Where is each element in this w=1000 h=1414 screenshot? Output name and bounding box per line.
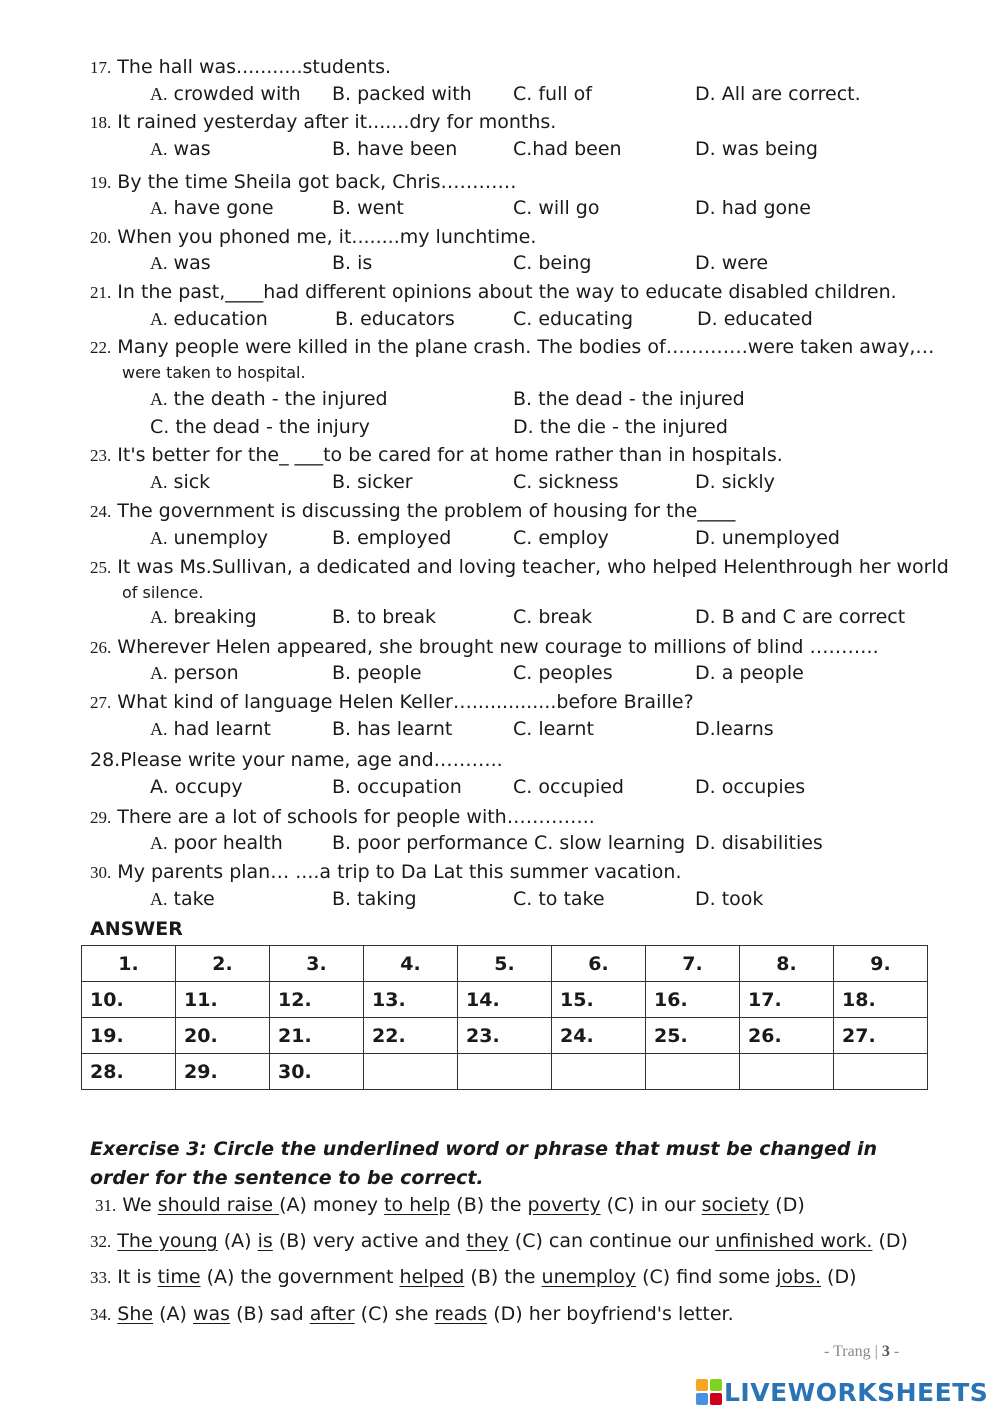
option-a[interactable] — [150, 660, 239, 686]
option-text: C. will go — [513, 197, 600, 219]
answer-cell[interactable]: 22. — [364, 1018, 458, 1054]
item-number: 32. — [90, 1232, 112, 1251]
answer-blank[interactable]: … .... — [270, 861, 320, 883]
option-d[interactable] — [695, 469, 775, 495]
question-text-end: to be cared for at home rather than in hospitals. — [323, 444, 783, 466]
option-text: B. occupation — [332, 776, 462, 798]
option-text: C. employ — [513, 527, 609, 549]
options-29 — [150, 830, 950, 856]
option-text: unemploy — [173, 527, 269, 549]
option-d[interactable] — [695, 525, 840, 551]
option-b[interactable] — [332, 136, 457, 162]
option-c[interactable] — [513, 774, 624, 800]
answer-row — [82, 1054, 928, 1090]
answer-cell[interactable]: 11. — [176, 982, 270, 1018]
option-text: D. unemployed — [695, 527, 840, 549]
option-a[interactable] — [150, 525, 268, 551]
question-text: Wherever Helen appeared, she brought new courage to millions of blind — [117, 636, 804, 658]
option-a[interactable] — [150, 250, 211, 276]
exercise3-item-32 — [90, 1228, 940, 1255]
underlined-phrase[interactable]: to help — [384, 1194, 451, 1216]
option-text: C.had been — [513, 138, 622, 160]
option-text: C. sickness — [513, 471, 619, 493]
question-text: My parents plan — [117, 861, 271, 883]
answer-cell[interactable]: 10. — [82, 982, 176, 1018]
option-d[interactable] — [697, 306, 813, 332]
question-text: There are a lot of schools for people with — [117, 806, 507, 828]
options-18 — [150, 136, 950, 162]
options-27 — [150, 716, 950, 742]
logo-square — [696, 1379, 708, 1391]
option-b[interactable] — [332, 774, 462, 800]
answer-cell[interactable]: 5. — [458, 946, 552, 982]
answer-cell[interactable]: 13. — [364, 982, 458, 1018]
option-d[interactable] — [695, 774, 805, 800]
question-number: 30. — [90, 863, 112, 882]
option-b[interactable] — [332, 604, 436, 630]
brand-logo-icon — [696, 1379, 722, 1405]
exercise3-title: Exercise 3: Circle the underlined word or phrase that must be changed in order for the sentence to be correct. — [90, 1138, 878, 1189]
item-number: 31. — [95, 1196, 117, 1215]
answer-cell[interactable]: 20. — [176, 1018, 270, 1054]
answer-blank[interactable]: ........... — [236, 56, 303, 78]
option-letter: A. — [150, 139, 168, 159]
option-c[interactable] — [534, 830, 685, 856]
answer-cell[interactable] — [364, 1054, 458, 1090]
question-number: 21. — [90, 283, 112, 302]
answer-cell[interactable] — [740, 1054, 834, 1090]
options-24 — [150, 525, 950, 551]
option-letter: A. — [150, 472, 168, 492]
options-21 — [150, 306, 950, 332]
question-number: 22. — [90, 338, 112, 357]
option-text: B. poor performance — [332, 832, 528, 854]
options-22 — [150, 386, 950, 412]
underlined-phrase[interactable]: helped — [399, 1266, 465, 1288]
answer-blank[interactable]: _ ___ — [279, 444, 324, 466]
option-text: take — [173, 888, 215, 910]
liveworksheets-brand — [696, 1375, 988, 1409]
sentence-text: (D) her boyfriend's letter. — [487, 1303, 734, 1325]
option-a[interactable] — [150, 81, 301, 107]
sentence-text: (A) the government — [200, 1266, 400, 1288]
option-text: breaking — [173, 606, 257, 628]
sentence-text: (B) the — [450, 1194, 528, 1216]
answer-blank[interactable]: ____ — [697, 500, 736, 522]
option-text: C. the dead - the injury — [150, 416, 370, 438]
question-text-end: through her world — [778, 556, 949, 578]
option-b[interactable] — [513, 386, 745, 412]
underlined-phrase[interactable]: is — [257, 1230, 273, 1252]
options-19 — [150, 195, 950, 221]
question-text: Many people were killed in the plane crash. The bodies of — [117, 336, 666, 358]
sentence-text: It is — [117, 1266, 158, 1288]
option-text: B. to break — [332, 606, 437, 628]
option-text: D. occupies — [695, 776, 806, 798]
question-text: The hall was — [117, 56, 237, 78]
underlined-phrase[interactable]: reads — [434, 1303, 488, 1325]
answer-cell[interactable]: 3. — [270, 946, 364, 982]
answer-cell[interactable]: 9. — [834, 946, 928, 982]
answer-cell[interactable]: 4. — [364, 946, 458, 982]
option-letter: A. — [150, 719, 168, 739]
option-c[interactable] — [150, 414, 370, 440]
option-text: D. B and C are correct — [695, 606, 906, 628]
question-number: 19. — [90, 173, 112, 192]
option-a[interactable] — [150, 774, 243, 800]
question-number: 25. — [90, 558, 112, 577]
question-25 — [90, 555, 949, 605]
answer-row — [82, 1018, 928, 1054]
sentence-text: (B) the — [464, 1266, 542, 1288]
logo-square — [710, 1379, 722, 1391]
option-d[interactable] — [695, 136, 818, 162]
answer-cell[interactable] — [552, 1054, 646, 1090]
question-text-end: students. — [302, 56, 392, 78]
option-c[interactable] — [513, 136, 622, 162]
question-text-end: dry for months. — [409, 111, 557, 133]
question-18 — [90, 110, 930, 135]
underlined-phrase[interactable]: after — [309, 1303, 355, 1325]
option-d[interactable] — [695, 716, 774, 742]
sentence-text: (B) very active and — [272, 1230, 467, 1252]
option-text: D. disabilities — [695, 832, 823, 854]
answer-blank[interactable]: ……….. — [433, 749, 503, 771]
question-number: 28. — [90, 749, 121, 771]
option-text: B. is — [332, 252, 373, 274]
option-letter: A. — [150, 833, 168, 853]
answer-row — [82, 946, 928, 982]
options-22 — [150, 414, 950, 440]
sentence-text: We — [122, 1194, 158, 1216]
option-letter: A. — [150, 198, 168, 218]
logo-square — [710, 1393, 722, 1405]
option-d[interactable] — [695, 195, 811, 221]
answer-blank[interactable]: ………….. — [506, 806, 595, 828]
option-text: D.learns — [695, 718, 774, 740]
question-text-end: before Braille? — [556, 691, 694, 713]
option-b[interactable] — [332, 250, 372, 276]
answer-table — [81, 945, 928, 1090]
option-text: had learnt — [173, 718, 271, 740]
exercise3-item-31 — [95, 1192, 945, 1219]
question-number: 29. — [90, 808, 112, 827]
answer-cell[interactable]: 26. — [740, 1018, 834, 1054]
answer-cell[interactable]: 18. — [834, 982, 928, 1018]
underlined-phrase[interactable]: jobs. — [776, 1266, 821, 1288]
option-letter: A. — [150, 528, 168, 548]
question-text-end: were taken away,… — [747, 336, 935, 358]
underlined-phrase[interactable]: they — [466, 1230, 509, 1252]
option-text: C. peoples — [513, 662, 613, 684]
option-text: B. employed — [332, 527, 452, 549]
option-a[interactable] — [150, 306, 268, 332]
option-letter: A. — [150, 889, 168, 909]
option-text: crowded with — [173, 83, 301, 105]
answer-blank[interactable]: ….............. — [452, 691, 557, 713]
option-text: B. packed with — [332, 83, 472, 105]
option-text: C. learnt — [513, 718, 594, 740]
sentence-text: (D) — [872, 1230, 908, 1252]
answer-cell[interactable]: 30. — [270, 1054, 364, 1090]
option-text: education — [173, 308, 268, 330]
answer-cell[interactable]: 24. — [552, 1018, 646, 1054]
logo-square — [696, 1393, 708, 1405]
option-a[interactable] — [150, 136, 211, 162]
option-text: D. were — [695, 252, 769, 274]
question-text: Please write your name, age and — [120, 749, 434, 771]
option-letter: A. — [150, 663, 168, 683]
answer-blank[interactable]: …………. — [665, 336, 748, 358]
option-a[interactable] — [150, 386, 388, 412]
options-30 — [150, 886, 950, 912]
item-number: 33. — [90, 1268, 112, 1287]
option-text: B. educators — [335, 308, 455, 330]
sentence-text: (C) can continue our — [508, 1230, 716, 1252]
question-text-line2: were taken to hospital. — [122, 363, 306, 382]
option-letter: A. — [150, 607, 168, 627]
sentence-text: (A) — [153, 1303, 193, 1325]
option-d[interactable] — [695, 604, 905, 630]
option-a[interactable] — [150, 604, 257, 630]
answer-heading: ANSWER — [90, 918, 183, 940]
option-c[interactable] — [513, 469, 619, 495]
sentence-text: (C) she — [354, 1303, 435, 1325]
sentence-text: (D) — [821, 1266, 857, 1288]
option-b[interactable] — [332, 660, 422, 686]
question-23 — [90, 443, 930, 468]
option-text: D. took — [695, 888, 764, 910]
option-text: D. educated — [697, 308, 813, 330]
question-text: It's better for the — [117, 444, 280, 466]
question-number: 27. — [90, 693, 112, 712]
answer-blank[interactable]: ____ — [225, 281, 264, 303]
options-28 — [150, 774, 950, 800]
options-26 — [150, 660, 950, 686]
answer-cell[interactable]: 8. — [740, 946, 834, 982]
answer-cell[interactable]: 1. — [82, 946, 176, 982]
option-text: A. occupy — [150, 776, 243, 798]
underlined-phrase[interactable]: was — [193, 1303, 231, 1325]
answer-row — [82, 982, 928, 1018]
question-text: In the past, — [117, 281, 226, 303]
option-letter: A. — [150, 84, 168, 104]
option-d[interactable] — [695, 250, 768, 276]
option-text: D. was being — [695, 138, 818, 160]
answer-cell[interactable]: 2. — [176, 946, 270, 982]
question-24 — [90, 499, 930, 524]
option-text: poor health — [173, 832, 283, 854]
answer-blank[interactable]: ………… — [440, 171, 517, 193]
question-27 — [90, 690, 930, 715]
option-c[interactable] — [513, 660, 613, 686]
option-text: D. the die - the injured — [513, 416, 728, 438]
answer-cell[interactable]: 15. — [552, 982, 646, 1018]
question-text: When you phoned me, it — [117, 226, 352, 248]
option-text: D. a people — [695, 662, 804, 684]
option-text: B. has learnt — [332, 718, 453, 740]
option-text: C. educating — [513, 308, 634, 330]
option-b[interactable] — [335, 306, 455, 332]
option-b[interactable] — [332, 716, 452, 742]
item-number: 34. — [90, 1305, 112, 1324]
sentence-text: (B) sad — [230, 1303, 310, 1325]
exercise3-item-34 — [90, 1301, 940, 1328]
question-21 — [90, 280, 930, 305]
question-text-end: my lunchtime. — [399, 226, 537, 248]
question-text-end: a trip to Da Lat this summer vacation. — [319, 861, 682, 883]
underlined-phrase[interactable]: She — [117, 1303, 154, 1325]
sentence-text: (D) — [769, 1194, 805, 1216]
answer-cell[interactable]: 19. — [82, 1018, 176, 1054]
sentence-text: (A) money — [279, 1194, 385, 1216]
question-text: It was Ms.Sullivan, a dedicated and loving teacher, who helped Helen — [117, 556, 779, 578]
question-text: By the time Sheila got back, Chris — [117, 171, 441, 193]
underlined-phrase[interactable]: The young — [117, 1230, 218, 1252]
question-number: 26. — [90, 638, 112, 657]
question-text: It rained yesterday after it — [117, 111, 368, 133]
underlined-phrase[interactable]: should raise — [157, 1194, 280, 1216]
option-text: was — [173, 252, 211, 274]
option-c[interactable] — [513, 886, 605, 912]
answer-cell[interactable]: 16. — [646, 982, 740, 1018]
option-text: B. people — [332, 662, 422, 684]
sentence-text: (A) — [217, 1230, 258, 1252]
option-b[interactable] — [332, 469, 413, 495]
question-number: 17. — [90, 58, 112, 77]
answer-cell[interactable] — [834, 1054, 928, 1090]
answer-cell[interactable]: 17. — [740, 982, 834, 1018]
question-29 — [90, 805, 930, 830]
underlined-phrase[interactable]: poverty — [527, 1194, 601, 1216]
answer-cell[interactable]: 28. — [82, 1054, 176, 1090]
question-20 — [90, 225, 930, 250]
option-text: B. sicker — [332, 471, 413, 493]
answer-cell[interactable] — [458, 1054, 552, 1090]
option-d[interactable] — [695, 886, 763, 912]
option-text: D. sickly — [695, 471, 775, 493]
option-c[interactable] — [513, 716, 594, 742]
option-text: B. went — [332, 197, 404, 219]
option-d[interactable] — [695, 660, 804, 686]
option-text: B. have been — [332, 138, 458, 160]
option-text: person — [173, 662, 239, 684]
question-number: 24. — [90, 502, 112, 521]
underlined-phrase[interactable]: society — [701, 1194, 770, 1216]
underlined-phrase[interactable]: unemploy — [541, 1266, 637, 1288]
sentence-text: (C) find some — [636, 1266, 777, 1288]
option-a[interactable] — [150, 830, 283, 856]
question-26 — [90, 635, 930, 660]
answer-blank[interactable]: ........ — [351, 226, 400, 248]
question-text: What kind of language Helen Keller — [117, 691, 453, 713]
option-d[interactable] — [695, 830, 823, 856]
answer-cell[interactable]: 7. — [646, 946, 740, 982]
option-c[interactable] — [513, 306, 633, 332]
question-22 — [90, 335, 935, 385]
question-28 — [90, 748, 930, 772]
question-text: The government is discussing the problem of housing for the — [117, 500, 698, 522]
question-30 — [90, 860, 930, 885]
answer-cell[interactable]: 6. — [552, 946, 646, 982]
option-text: D. had gone — [695, 197, 811, 219]
option-b[interactable] — [332, 195, 404, 221]
sentence-text: (C) in our — [600, 1194, 702, 1216]
options-17 — [150, 81, 950, 107]
exercise3-item-33 — [90, 1264, 940, 1291]
answer-cell[interactable]: 29. — [176, 1054, 270, 1090]
option-text: C. being — [513, 252, 592, 274]
option-b[interactable] — [332, 81, 472, 107]
option-d[interactable] — [513, 414, 728, 440]
answer-blank[interactable]: ……….. — [803, 636, 879, 658]
option-text: D. All are correct. — [695, 83, 861, 105]
option-b[interactable] — [332, 830, 528, 856]
option-text: B. the dead - the injured — [513, 388, 745, 410]
brand-name: LIVEWORKSHEETS — [724, 1377, 989, 1407]
option-text: the death - the injured — [173, 388, 388, 410]
option-text: C. slow learning — [534, 832, 686, 854]
option-c[interactable] — [513, 250, 591, 276]
option-letter: A. — [150, 389, 168, 409]
option-c[interactable] — [513, 195, 599, 221]
answer-cell[interactable]: 27. — [834, 1018, 928, 1054]
option-a[interactable] — [150, 195, 274, 221]
answer-cell[interactable]: 25. — [646, 1018, 740, 1054]
option-c[interactable] — [513, 525, 609, 551]
question-number: 20. — [90, 228, 112, 247]
question-text-line2: of silence. — [122, 583, 204, 602]
option-letter: A. — [150, 253, 168, 273]
option-letter: A. — [150, 309, 168, 329]
question-19 — [90, 170, 930, 195]
options-20 — [150, 250, 950, 276]
option-b[interactable] — [332, 886, 417, 912]
underlined-phrase[interactable]: time — [157, 1266, 201, 1288]
option-c[interactable] — [513, 81, 592, 107]
answer-cell[interactable] — [646, 1054, 740, 1090]
option-text: C. to take — [513, 888, 605, 910]
answer-cell[interactable]: 12. — [270, 982, 364, 1018]
option-text: was — [173, 138, 211, 160]
option-text: sick — [173, 471, 211, 493]
option-d[interactable] — [695, 81, 861, 107]
option-text: C. break — [513, 606, 593, 628]
answer-blank[interactable]: ....... — [367, 111, 410, 133]
option-a[interactable] — [150, 716, 271, 742]
underlined-phrase[interactable]: unfinished work. — [715, 1230, 873, 1252]
option-b[interactable] — [332, 525, 451, 551]
question-number: 23. — [90, 446, 112, 465]
option-a[interactable] — [150, 469, 210, 495]
answer-cell[interactable]: 21. — [270, 1018, 364, 1054]
option-text: have gone — [173, 197, 274, 219]
page-number: - Trang | 3 - — [824, 1343, 900, 1360]
option-text: C. full of — [513, 83, 592, 105]
options-23 — [150, 469, 950, 495]
options-25 — [150, 604, 950, 630]
question-text-end: had different opinions about the way to educate disabled children. — [263, 281, 897, 303]
question-number: 18. — [90, 113, 112, 132]
question-17 — [90, 55, 930, 80]
option-text: C. occupied — [513, 776, 624, 798]
answer-cell[interactable]: 23. — [458, 1018, 552, 1054]
option-text: B. taking — [332, 888, 417, 910]
option-c[interactable] — [513, 604, 592, 630]
answer-cell[interactable]: 14. — [458, 982, 552, 1018]
option-a[interactable] — [150, 886, 215, 912]
